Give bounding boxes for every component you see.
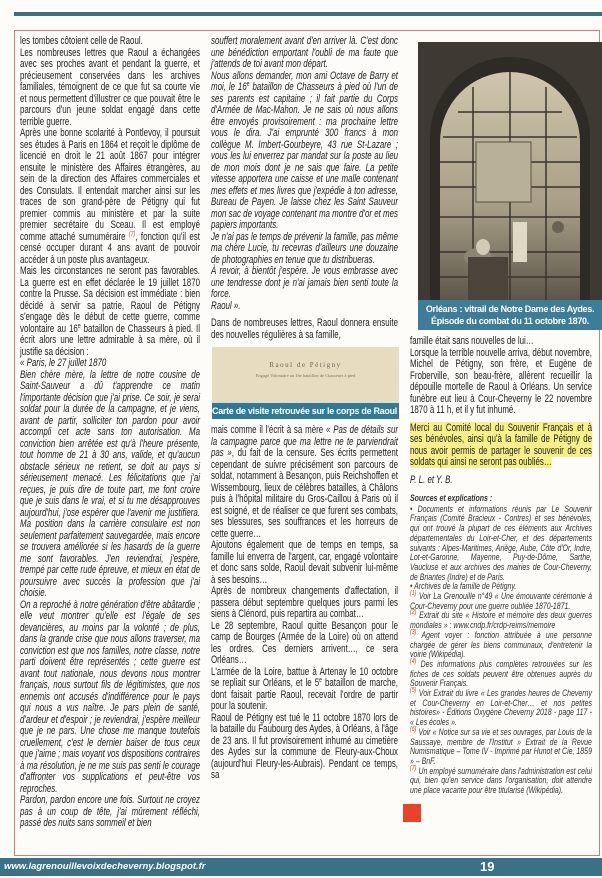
paragraph (410, 725, 592, 767)
text-run: Le 28 septembre, Raoul quitte Besançon pour le camp de Bourges (Armée de la Loire) où on attend les ordres. Ces derniers arrivent…, ce sera Orléans… (211, 619, 399, 666)
paragraph (410, 348, 592, 417)
footnote-ref: (5) (410, 687, 417, 695)
paragraph (211, 713, 398, 782)
stained-glass-photo (418, 42, 602, 330)
text-run: les tombes côtoient celle de Raoul. (20, 35, 143, 47)
paragraph (211, 232, 398, 267)
text-run: , du fait de la censure. Ses écrits permettent cependant de suivre précisément son parcours de soldat, notamment à Besançon, puis Reichshoffen et Wissembourg, lieux de célèbres batailles, à Châlons puis à l'hôpital militaire du Gros-Caillou à Paris où il est soigné, et de réaliser ce que furent ses combats, ses blessures, ses souffrances et les horreurs de cette guerre… (211, 447, 399, 540)
text-run: Agent voyer : fonction attribuée à une personne chargée de gérer les biens communaux, d'entretenir la voirie (Wikipédia). (410, 629, 592, 660)
photo-caption-line-2: Épisode du combat du 11 octobre 1870. (431, 316, 589, 326)
text-run: « Pas de détails sur la campagne parce que ma lettre ne te parviendrait pas » (211, 424, 399, 459)
text-run: bataillon de marche, dont faisait partie Raoul, recevait l'ordre de partir pour la soutenir. (211, 677, 399, 712)
text-run: Dans de nombreuses lettres, Raoul donnera ensuite des nouvelles régulières à sa famille, (211, 317, 399, 341)
text-run: Merci au Comité local du Souvenir Français et à ses bénévoles, ainsi qu'à la famille de Pétigny de nous avoir permis de partager le souvenir de ces soldats qui ainsi ne seront pas oubliés… (410, 421, 593, 468)
text-run: Après une bonne scolarité à Pontlevoy, il poursuit ses études à Paris en 1864 et reçoit le diplôme de licencié en droit le 21 août 1867 pour intégrer ensuite le ministère des Affaires étrangères, au sein de la direction des Affaires commerciales et des Consulats. Il entendait marcher ainsi sur les traces de son grand-père de Pétigny qui fut premier commis au ministère et par la suite premier secrétaire du Sceau. Il est employé comme attaché surnuméraire (20, 127, 201, 243)
text-run: Pardon, pardon encore une fois. Surtout ne croyez pas à un coup de tête, j'ai mûrement réfléchi, passé des nuits sans sommeil et bien (20, 794, 201, 829)
paragraph (211, 301, 398, 313)
text-run: Voir « Notice sur sa vie et ses ouvrages, par Louis de la Saussaye, membre de l'Institut » Extrait de la Revue Numismatique – Tome IV - Imprimé par Hunot et Cie, 1859 » – BnF. (410, 726, 592, 766)
paragraph (211, 540, 398, 586)
paragraph (211, 586, 398, 621)
text-run: « Paris, le 27 juillet 1870 (20, 357, 107, 369)
text-run: On a reproché à notre génération d'être abâtardie ; elle veut montrer qu'elle est l'égale de ses devancières, au moins par la volonté ; de plus, dans la grande crise que nous allons traverser, ma conviction est que nos familles, notre classe, notre parti doivent être représentés ; cette guerre est avant tout nationale, nous devons nous montrer français, nous surtout fils de légitimistes, que nos ennemis ont accusés d'indifférence pour le pays qui nous a vus naître. Je pars plein de santé, d'ardeur et d'espoir ; je reviendrai, j'espère meilleur que je ne pars. Une chose me manque toutefois cruellement, c'est le dernier baiser de tous ceux que j'aime ; mais voyant vos dispositions contraires à ma résolution, je ne me suis pas senti le courage d'affronter vos supplications et peut-être vos reproches. (20, 598, 201, 795)
visiting-card-image (212, 347, 444, 419)
text-run: Voir La Grenouille n°49 « Une émouvante cérémonie à Cour-Cheverny pour une guerre oubliée 1870-1871. (410, 591, 592, 611)
text-run: e (246, 81, 250, 88)
column-1 (20, 36, 200, 830)
text-run: Des informations plus complètes retrouvées sur les fiches de ces soldats peuvent être obtenues auprès du Souvenir Français. (410, 658, 592, 689)
text-run: Bien chère mère, la lettre de notre cousine de Saint-Sauveur a dû t'apprendre ce matin l'importante décision que j'ai prise. Ce soir, je serai soldat pour la durée de la campagne, et je viens, avant de partir, solliciter ton pardon pour avoir accompli cet acte sans ton autorisation. Ma conviction bien arrêtée est qu'à l'heure présente, tout homme de 21 à 30 ans, valide, et qu'aucun obstacle sérieux ne retient, se doit au pays si sérieusement menacé. Les félicitations que j'ai reçues, je puis dire de toute part, me font croire que je suis dans le vrai, et si tu me désapprouves aujourd'hui, j'ose espérer que l'avenir me justifiera. Ma position dans la carrière consulaire est non seulement parfaitement sauvegardée, mais encore se trouvera améliorée si les hasards de la guerre me sont favorables. J'en reviendrai, j'espère, trempé par cette rude épreuve, et mieux en état de poursuivre avec succès la profession que j'ai choisie. (20, 368, 201, 599)
stained-glass-window-illustration (418, 42, 602, 300)
text-run: • Archives de la famille de Pétigny. (410, 581, 517, 592)
text-run: bataillon de Chasseurs à pied. Il écrit alors une lettre admirable à sa mère, où il justifie sa décision : (20, 322, 201, 358)
text-run: Lorsque la terrible nouvelle arriva, début novembre, Michel de Pétigny, son frère, et Eugène de Froberville, son beau-frère, allèrent recueillir la dépouille mortelle de Raoul à Orléans. Un service funèbre eut lieu à Cour-Cheverny le 22 novembre 1870 à 11 h, et il y fut inhumé. (410, 346, 593, 416)
footnote-ref: (7) (410, 764, 417, 772)
text-run: P. L. et Y. B. (410, 473, 453, 486)
text-run: e (77, 322, 81, 330)
sources-title: Sources et explications : (410, 493, 493, 503)
text-run: Un employé surnuméraire dans l'administration est celui qui, bien qu'en service dans l'organisation, doit attendre une place vacante pour être titularisé (Wikipédia). (410, 765, 592, 796)
footnote-ref: (7) (129, 230, 136, 238)
text-run: L'armée de la Loire, battue à Artenay le 10 octobre se repliait sur Orléans, et le 5 (211, 665, 399, 689)
column-2-top (211, 36, 398, 341)
footnote-ref: (1) (410, 590, 417, 598)
paragraph (211, 266, 398, 301)
text-run: Mais les circonstances ne seront pas favorables. La guerre est en effet déclarée le 19 juillet 1870 contre la Prusse. Sa décision est immédiate : bien décidé à servir sa patrie, Raoul de Pétigny s'engage dès le début de cette guerre, comme volontaire au 16 (20, 265, 201, 335)
text-run: Raoul de Pétigny est tué le 11 octobre 1870 lors de la bataille du Faubourg des Aydes, à Orléans, à l'âge de 23 ans. Il fut provisoirement inhumé au cimetière des Aydes sur la commune de Fleury-aux-Choux (aujourd'hui Fleury-les-Aubrais). Pendant ce temps, sa (211, 711, 399, 781)
paragraph (20, 128, 200, 266)
paragraph (410, 423, 592, 469)
paragraph (410, 475, 592, 487)
card-caption: Carte de visite retrouvée sur le corps de Raoul de Pétigny. (212, 403, 399, 419)
text-run: souffert moralement avant d'en arriver là. C'est donc une bénédiction emportant l'oubli de ma faute que j'attends de toi avant mon départ. (211, 35, 399, 70)
paragraph (410, 764, 592, 796)
text-run: Ajoutons également que de temps en temps, sa famille lui enverra de l'argent, car, engagé volontaire et donc sans solde, Raoul devait subvenir lui-même à ses besoins… (211, 539, 399, 586)
text-run: famille était sans nouvelles de lui… (410, 335, 534, 347)
page-number: 19 (480, 859, 495, 874)
sources-list (410, 505, 592, 796)
column-2-bottom (211, 425, 398, 782)
paragraph (410, 505, 592, 583)
text-run: Je n'ai pas le temps de prévenir la famille, pas même ma chère Lucie, tu recevras d'ailleurs une douzaine de photographies en tenue que tu distribueras. (211, 230, 399, 266)
column-3-text (410, 336, 592, 486)
blog-url[interactable]: www.lagrenouillevoixdecheverny.blogspot.fr (4, 861, 206, 872)
text-run: Raoul ». (211, 299, 241, 312)
end-marker-square (403, 804, 421, 822)
footnote-ref: (2) (410, 609, 417, 617)
paragraph (410, 628, 592, 660)
header-rule (14, 12, 602, 16)
paragraph (20, 795, 200, 830)
paragraph (211, 36, 398, 71)
text-run: Nous allons demander, mon ami Octave de Barry et moi, le 16 (211, 69, 399, 93)
text-run: , fonction qu'il est censé occuper durant 4 ans avant de pouvoir accéder à un poste plus avantageux. (20, 230, 201, 266)
text-run: bataillon de Chasseurs à pied où l'un de ses parents est capitaine ; il fait partie du Corps d'Armée de Mac-Mahon. Je ne sais où nous allons être envoyés provisoirement : ma prochaine lettre vous le dira. J'ai emprunté 300 francs à mon collègue M. Imbert-Gourbeyre, 43 rue St-Lazare ; vous les lui enverrez par mandat sur la poste au lieu de mon mois dont je ne sais que faire. La petite vitesse apportera une caisse et une malle contenant mes effets et mes livres que j'expédie à ton adresse, Bureau de Payen. Je laisse chez les Saint Sauveur mon sac de voyage contenant ma montre d'or et mes papiers importants. (211, 81, 399, 231)
photo-caption-line-1: Orléans : vitrail de Notre Dame des Aydes. (425, 304, 595, 314)
paragraph (20, 370, 200, 600)
paragraph (410, 689, 592, 728)
text-run: Extrait du site « Histoire et mémoire des deux guerres mondiales » : www.cndp.fr/crdp-reims/memoire (410, 610, 592, 631)
text-run: e (319, 677, 322, 684)
paragraph (211, 71, 398, 232)
text-run: Voir Extrait du livre « Les grandes heures de Cheverny et Cour-Cheverny en Loir-et-Cher… et nos petites histoires» - Éditions Oxygène Cheverny 2018 - page 117 - « Les écoles ». (410, 688, 592, 728)
paragraph (20, 600, 200, 796)
paragraph (410, 657, 592, 689)
paragraph (20, 266, 200, 358)
card-subtitle: Engagé Volontaire au 16e bataillon de Chasseurs à pied (255, 373, 356, 378)
card-name: Raoul de Pétigny (269, 361, 342, 369)
text-run: À revoir, à bientôt j'espère. Je vous embrasse avec une tendresse dont je n'ai jamais bien senti toute la force. (211, 265, 399, 300)
footnote-ref: (6) (410, 725, 417, 733)
paragraph (410, 592, 592, 611)
paragraph (211, 425, 398, 540)
text-run: mais comme il l'écrit à sa mère (211, 424, 326, 436)
sources-section (410, 494, 592, 796)
text-run: Après de nombreux changements d'affectation, il passera début septembre quelques jours parmi les siens à Clénord, puis repartira au combat… (211, 585, 399, 620)
paragraph (211, 318, 398, 341)
column-3 (410, 42, 595, 822)
paragraph (211, 621, 398, 667)
text-run: • Documents et informations réunis par Le Souvenir Français (Comité Bracieux - Contres) et ses bénévoles, qui ont trouvé la plupart de ces éléments aux Archives départementales du Loir-et-Cher, et des départements suivants : Alpes-Maritimes, Ariège, Aube, Côte d'Or, Indre, Lot-et-Garonne, Mayenne, Puy-de-Dôme, Sarthe, Vaucluse et aux archives des mairies de Cour-Cheverny, de Briantes (Indre) et de Paris. (410, 503, 592, 582)
paragraph (20, 48, 200, 129)
paragraph (211, 667, 398, 713)
footnote-ref: (3) (410, 628, 417, 636)
paragraph (410, 611, 592, 630)
photo-caption (418, 300, 602, 330)
footnote-ref: (4) (410, 657, 417, 665)
text-run: Les nombreuses lettres que Raoul a échangées avec ses proches avant et pendant la guerre, et précieusement conservées dans les archives familiales, témoignent de ce que fut sa courte vie et nous permettent d'illustrer ce que pouvait être le parcours d'un jeune soldat engagé dans cette terrible guerre. (20, 46, 201, 128)
page-footer (0, 858, 602, 876)
